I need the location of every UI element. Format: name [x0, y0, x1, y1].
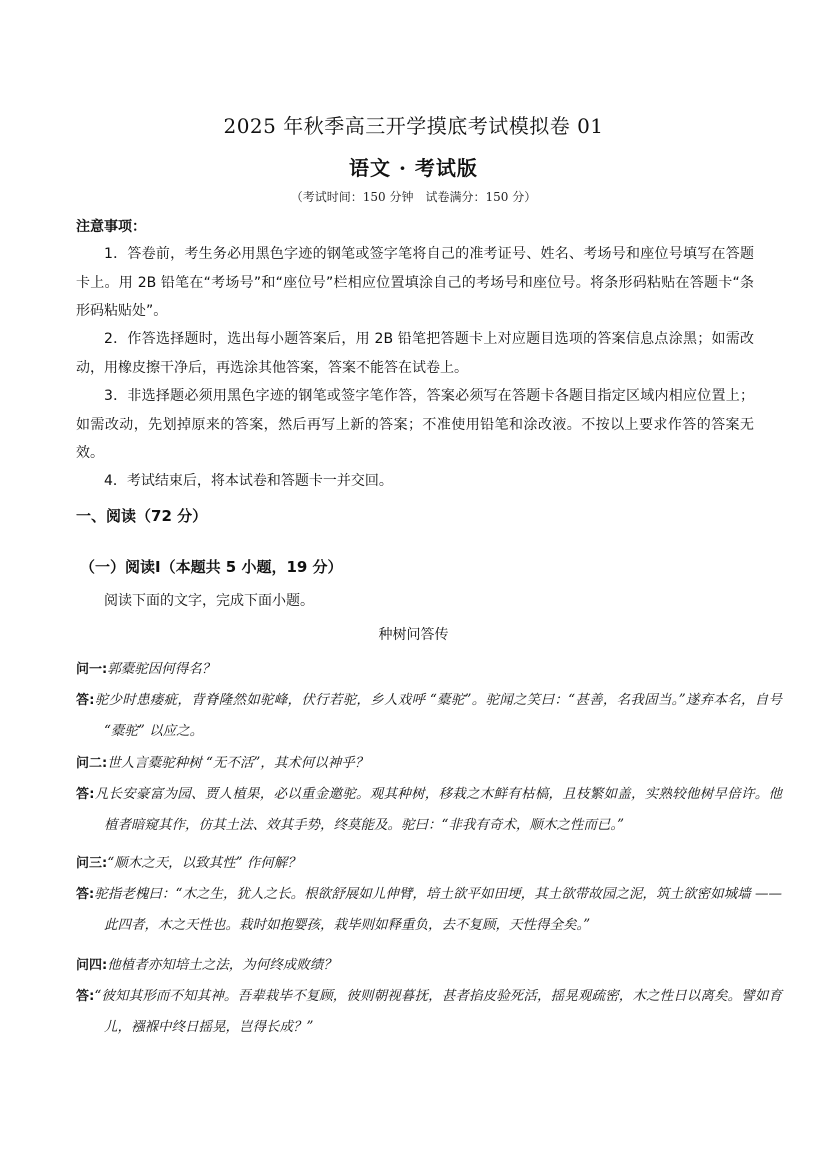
question-label: 问一:	[76, 662, 108, 677]
answer-label: 答:	[76, 787, 95, 802]
section-heading: 一、阅读（72 分）	[76, 507, 208, 525]
answer-text: 驼指老槐曰：“木之生，犹人之长。根欲舒展如儿伸臂，培土欲平如田埂，其土欲带故园之泥，筑土欲密如城墙 —— 此四者，木之天性也。栽时如抱婴孩，栽毕则如释重负，去不复顾，天性得全矣。”	[94, 886, 782, 933]
answer-label: 答:	[76, 887, 95, 902]
reading-instruction: 阅读下面的文字，完成下面小题。	[104, 593, 314, 609]
question-line	[76, 848, 754, 879]
question-line	[76, 748, 754, 779]
question-label: 问二:	[76, 756, 108, 771]
answer-block	[76, 981, 782, 1043]
question-label: 问四:	[76, 958, 108, 973]
notice-heading: 注意事项：	[76, 219, 146, 235]
notice-item: 3．非选择题必须用黑色字迹的钢笔或签字笔作答，答案必须写在答题卡各题目指定区域内相应位置上；如需改动，先划掉原来的答案，然后再写上新的答案；不准使用铅笔和涂改液。不按以上要求作答的答案无效。	[76, 388, 754, 461]
answer-label: 答:	[76, 693, 95, 708]
question-text: 他植者亦知培土之法，为何终成败绩？	[107, 957, 337, 973]
question-label: 问三:	[76, 856, 108, 871]
notice-item: 2．作答选择题时，选出每小题答案后，用 2B 铅笔把答题卡上对应题目选项的答案信息点涂黑；如需改动，用橡皮擦干净后，再选涂其他答案，答案不能答在试卷上。	[76, 331, 754, 376]
passage-title: 种树问答传	[378, 627, 449, 643]
exam-subtitle: 语文 · 考试版	[349, 156, 478, 180]
answer-text: “彼知其形而不知其神。吾辈栽毕不复顾，彼则朝视暮抚，甚者掐皮验死活，摇晃观疏密，木之性日以离矣。譬如育儿，襁褓中终日摇晃，岂得长成？”	[94, 988, 783, 1035]
answer-block	[76, 879, 782, 941]
question-text: 世人言橐驼种树 “无不活”，其术何以神乎？	[107, 755, 369, 771]
answer-text: 凡长安豪富为园、贾人植果，必以重金邀驼。观其种树，移栽之木鲜有枯槁，且枝繁如盖，实熟较他树早倍许。他植者暗窥其作，仿其土法、效其手势，终莫能及。驼曰：“非我有奇术，顺木之性而已。”	[94, 786, 782, 833]
question-text: “顺木之天，以致其性” 作何解？	[107, 855, 301, 871]
answer-block	[76, 685, 782, 747]
section-subheading: （一）阅读Ⅰ（本题共 5 小题，19 分）	[80, 558, 343, 576]
question-line	[76, 654, 754, 685]
exam-title: 2025 年秋季高三开学摸底考试模拟卷 01	[223, 114, 604, 138]
question-text: 郭橐驼因何得名？	[107, 661, 216, 677]
answer-block	[76, 779, 782, 841]
answer-text: 驼少时患瘘疵，背脊隆然如驼峰，伏行若驼，乡人戏呼 “橐驼”。驼闻之笑曰：“甚善，名我固当。”遂弃本名，自号 “橐驼” 以应之。	[94, 692, 783, 739]
notice-item: 1．答卷前，考生务必用黑色字迹的钢笔或签字笔将自己的准考证号、姓名、考场号和座位号填写在答题卡上。用 2B 铅笔在“考场号”和“座位号”栏相应位置填涂自己的考场号和座位号。将条形码粘贴在答题卡“条形码粘贴处”。	[76, 246, 754, 319]
question-line	[76, 950, 754, 981]
notice-item: 4．考试结束后，将本试卷和答题卡一并交回。	[104, 473, 393, 489]
answer-label: 答:	[76, 989, 95, 1004]
exam-meta: （考试时间：150 分钟 试卷满分：150 分）	[290, 190, 537, 204]
